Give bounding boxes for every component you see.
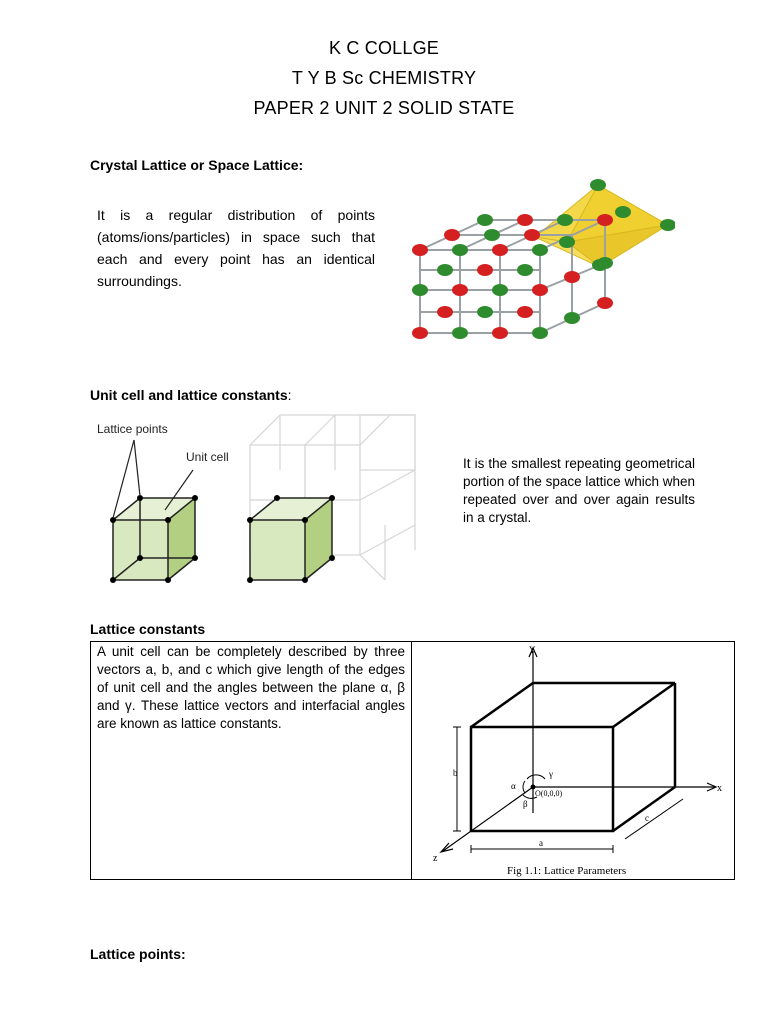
octahedron-face (535, 185, 668, 267)
table-divider (411, 642, 412, 879)
unit-cell-cube-left (110, 495, 198, 583)
edge-c-label: c (645, 813, 649, 823)
lattice-parameters-figure (425, 643, 730, 878)
gamma-label: γ (549, 769, 553, 779)
edge-b-label: b (453, 768, 458, 778)
college-title: K C COLLGE (328, 38, 440, 58)
origin-label: O(0,0,0) (535, 789, 563, 798)
crystal-lattice-definition: It is a regular distribution of points (atoms/ions/particles) in space such that each and every point has an identical surroundings. (97, 207, 375, 289)
section-heading-lattice-constants: Lattice constants (90, 621, 206, 637)
unit-cell-heading-colon: : (287, 387, 292, 403)
axis-y-label: Y (529, 645, 536, 655)
beta-label: β (523, 799, 528, 809)
edge-a-label: a (539, 838, 543, 848)
axis-z-label: z (433, 853, 438, 864)
alpha-label: α (511, 781, 516, 791)
course-title: T Y B Sc CHEMISTRY (291, 68, 477, 88)
unit-cell-cube-right (247, 495, 335, 583)
lattice-atoms (412, 179, 675, 339)
section-heading-crystal-lattice: Crystal Lattice or Space Lattice: (90, 157, 304, 173)
unit-cell-definition: It is the smallest repeating geometrical portion of the space lattice which when repeated over and over again results in a crystal. (463, 456, 695, 525)
unit-cell-figure (90, 410, 430, 600)
unit-cell-label: Unit cell (186, 450, 229, 464)
paper-title: PAPER 2 UNIT 2 SOLID STATE (253, 98, 515, 118)
lattice-constants-text: A unit cell can be completely described by three vectors a, b, and c which give length of the edges of unit cell and the angles between the plane α, β and γ. These lattice vectors and interfacial angles are known as lattice constants. (97, 644, 405, 731)
section-heading-lattice-points: Lattice points: (90, 946, 186, 962)
section-heading-unit-cell (90, 387, 292, 403)
lattice-points-label: Lattice points (97, 422, 168, 436)
unit-cell-heading-text: Unit cell and lattice constants (90, 387, 288, 403)
figure-caption: Fig 1.1: Lattice Parameters (507, 865, 627, 877)
crystal-lattice-figure (405, 175, 675, 345)
axis-x-label: x (717, 783, 722, 794)
